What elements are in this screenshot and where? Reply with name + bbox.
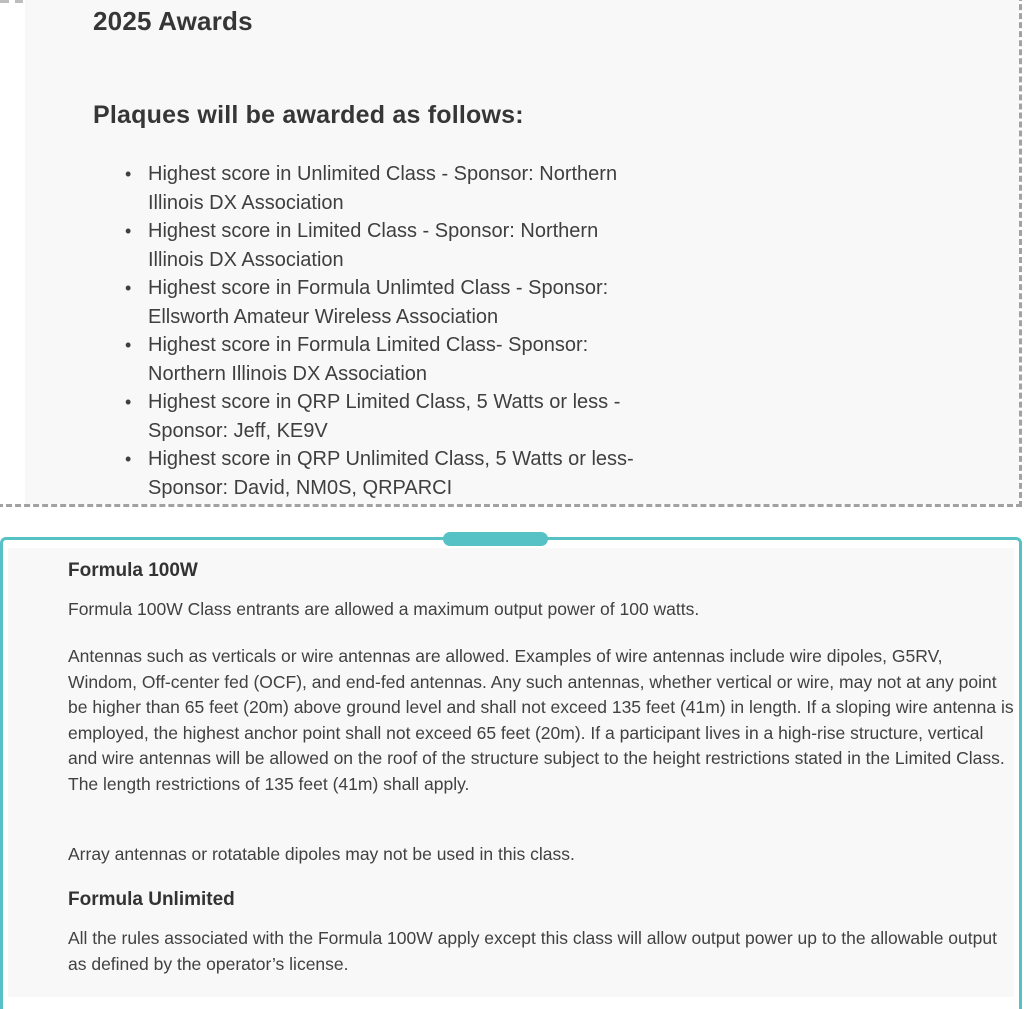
award-list-item [125,445,765,502]
award-item-line: Ellsworth Amateur Wireless Association [148,305,499,328]
award-list-item [125,331,765,388]
award-item-line: Highest score in Formula Unlimted Class - Sponsor: [148,277,609,299]
segment-divider-drag-handle[interactable] [443,532,548,546]
plaques-heading: Plaques will be awarded as follows: [93,101,524,129]
awards-year-title: 2025 Awards [93,6,253,36]
award-item-line: Highest score in Unlimited Class - Sponsor: Northern [148,163,618,185]
bullet-icon: • [125,392,132,412]
formula-unlimited-heading: Formula Unlimited [68,889,235,910]
award-item-line: Highest score in Formula Limited Class- Sponsor: [148,334,589,356]
formula-100w-array-restriction-paragraph: Array antennas or rotatable dipoles may not be used in this class. [68,844,575,864]
formula-100w-antenna-rules-paragraph: Antennas such as verticals or wire antennas are allowed. Examples of wire antennas include wire dipoles, G5RV, Windom, Off-center fed (OCF), and end-fed antennas. Any such antennas, whether vertical or wire, may not at any point be higher than 65 feet (20m) above ground level and shall not exceed 135 feet (41m) in length. If a sloping wire antenna is employed, the highest anchor point shall not exceed 65 feet (20m). If a participant lives in a high-rise structure, vertical and wire antennas will be allowed on the roof of the structure subject to the height restrictions stated in the Limited Class. The length restrictions of 135 feet (41m) shall apply. [68,646,1014,794]
bullet-icon: • [125,164,132,184]
bullet-icon: • [125,278,132,298]
bullet-icon: • [125,221,132,241]
top-left-dashed-border-fragment [0,0,23,3]
award-item-line: Sponsor: David, NM0S, QRPARCI [148,476,453,499]
bullet-icon: • [125,449,132,469]
formula-unlimited-paragraph: All the rules associated with the Formula 100W apply except this class will allow output power up to the allowable output as defined by the operator’s license. [68,928,997,974]
award-list-item [125,217,765,274]
award-item-line: Highest score in QRP Limited Class, 5 Watts or less - [148,391,621,413]
award-list-item [125,388,765,445]
awards-bullet-list [125,160,765,502]
award-item-line: Illinois DX Association [148,191,344,214]
award-list-item [125,274,765,331]
award-item-line: Illinois DX Association [148,248,344,271]
award-item-line: Highest score in Limited Class - Sponsor: Northern [148,220,599,242]
formula-100w-paragraph: Formula 100W Class entrants are allowed a maximum output power of 100 watts. [68,599,700,619]
award-item-line: Sponsor: Jeff, KE9V [148,419,328,442]
award-item-line: Northern Illinois DX Association [148,362,428,385]
formula-100w-heading: Formula 100W [68,560,198,581]
award-item-line: Highest score in QRP Unlimited Class, 5 Watts or less- [148,448,634,470]
bullet-icon: • [125,335,132,355]
award-list-item [125,160,765,217]
